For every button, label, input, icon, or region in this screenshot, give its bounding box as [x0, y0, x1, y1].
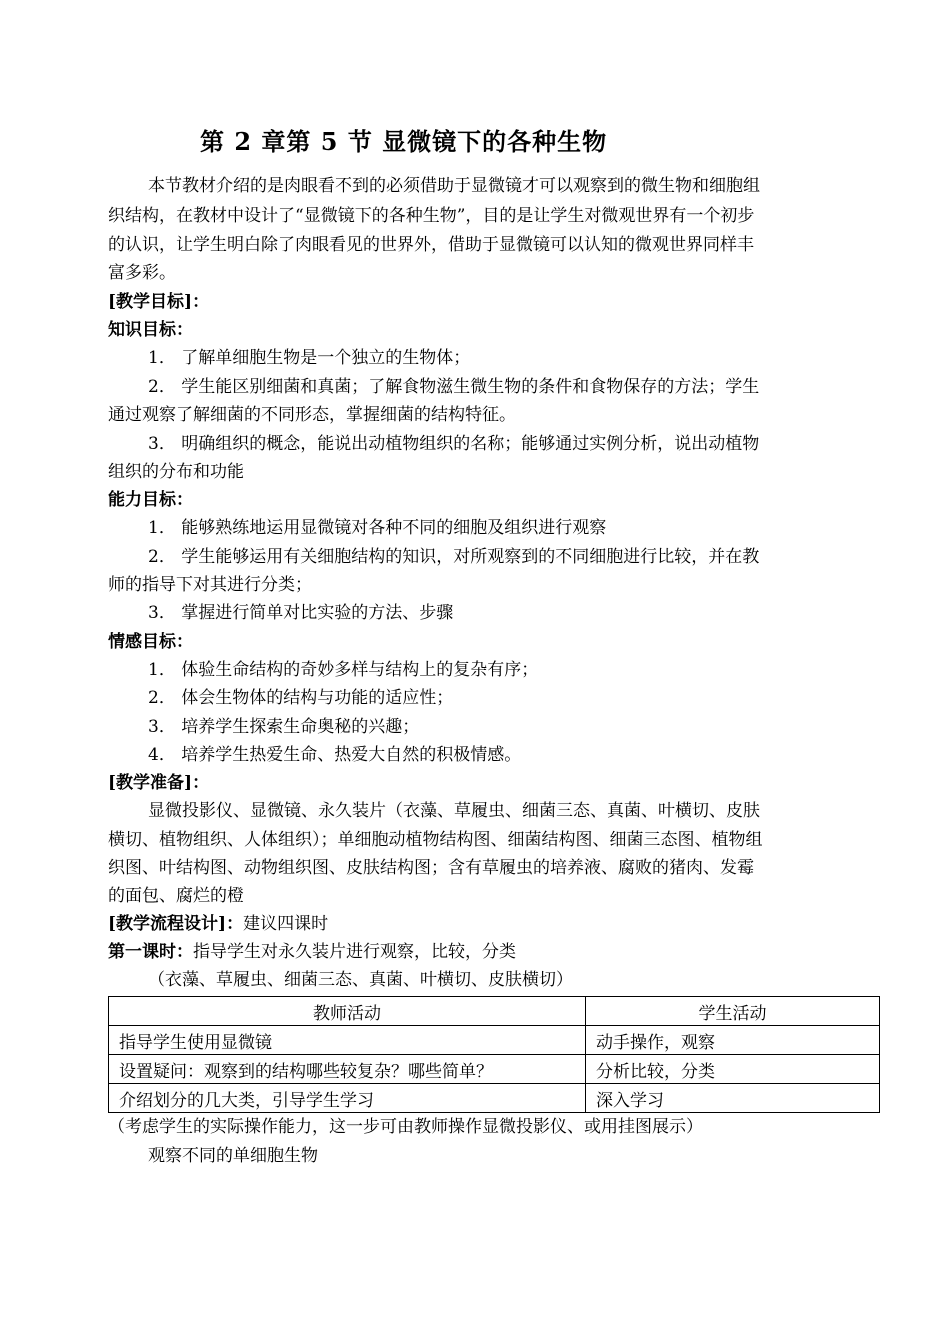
prep-line: 的面包、腐烂的橙 [108, 886, 244, 906]
teacher-cell: 设置疑问：观察到的结构哪些较复杂？哪些简单？ [109, 1055, 586, 1084]
table-note: （考虑学生的实际操作能力，这一步可由教师操作显微投影仪、或用挂图展示） [108, 1117, 703, 1137]
knowledge-line: 3． 明确组织的概念，能说出动植物组织的名称；能够通过实例分析，说出动植物 [148, 434, 760, 454]
emotion-line: 4． 培养学生热爱生命、热爱大自然的积极情感。 [148, 745, 522, 765]
ability-line: 3． 掌握进行简单对比实验的方法、步骤 [148, 603, 454, 623]
prep-line: 显微投影仪、显微镜、永久装片（衣藻、草履虫、细菌三态、真菌、叶横切、皮肤 [148, 801, 760, 821]
emotion-heading: 情感目标： [108, 632, 193, 652]
intro-line: 本节教材介绍的是肉眼看不到的必须借助于显微镜才可以观察到的微生物和细胞组 [148, 176, 760, 196]
lesson1-label: 第一课时： [108, 942, 193, 962]
observe-line: 观察不同的单细胞生物 [148, 1146, 318, 1166]
activity-table [108, 996, 880, 1113]
header-teacher: 教师活动 [109, 997, 586, 1026]
prep-line: 织图、叶结构图、动物组织图、皮肤结构图；含有草履虫的培养液、腐败的猪肉、发霉 [108, 858, 754, 878]
ability-line: 2． 学生能够运用有关细胞结构的知识，对所观察到的不同细胞进行比较，并在教 [148, 547, 760, 567]
intro-line: 富多彩。 [108, 263, 176, 283]
flow-heading-line [108, 914, 328, 934]
flow-heading: [教学流程设计]： [108, 914, 244, 934]
ability-line: 师的指导下对其进行分类； [108, 575, 312, 595]
student-cell: 分析比较，分类 [586, 1055, 880, 1084]
ability-line: 1． 能够熟练地运用显微镜对各种不同的细胞及组织进行观察 [148, 518, 607, 538]
emotion-line: 2． 体会生物体的结构与功能的适应性； [148, 688, 454, 708]
teacher-cell: 介绍划分的几大类，引导学生学习 [109, 1084, 586, 1113]
lesson1-sub: （衣藻、草履虫、细菌三态、真菌、叶横切、皮肤横切） [148, 970, 573, 990]
ability-heading: 能力目标： [108, 490, 193, 510]
flow-heading-note: 建议四课时 [243, 914, 329, 934]
intro-line: 的认识，让学生明白除了肉眼看见的世界外，借助于显微镜可以认知的微观世界同样丰 [108, 235, 754, 255]
student-cell: 深入学习 [586, 1084, 880, 1113]
lesson1-text: 指导学生对永久装片进行观察，比较，分类 [193, 942, 516, 962]
table-header-row [109, 997, 880, 1026]
header-student: 学生活动 [586, 997, 880, 1026]
lesson1-line [108, 942, 516, 962]
prep-heading: [教学准备]： [108, 773, 210, 793]
knowledge-line: 2． 学生能区别细菌和真菌；了解食物滋生微生物的条件和食物保存的方法；学生 [148, 377, 760, 397]
page-title: 第 2 章第 5 节 显微镜下的各种生物 [200, 127, 608, 156]
table-row [109, 1084, 880, 1113]
prep-line: 横切、植物组织、人体组织）；单细胞动植物结构图、细菌结构图、细菌三态图、植物组 [108, 830, 763, 850]
emotion-line: 1． 体验生命结构的奇妙多样与结构上的复杂有序； [148, 660, 539, 680]
table-row [109, 1055, 880, 1084]
student-cell: 动手操作，观察 [586, 1026, 880, 1055]
teacher-cell: 指导学生使用显微镜 [109, 1026, 586, 1055]
table-row [109, 1026, 880, 1055]
knowledge-line: 1． 了解单细胞生物是一个独立的生物体； [148, 348, 471, 368]
knowledge-line: 通过观察了解细菌的不同形态，掌握细菌的结构特征。 [108, 405, 516, 425]
intro-line: 织结构，在教材中设计了“显微镜下的各种生物”，目的是让学生对微观世界有一个初步 [108, 206, 755, 226]
knowledge-heading: 知识目标： [108, 320, 193, 340]
goals-heading: [教学目标]： [108, 292, 210, 312]
emotion-line: 3． 培养学生探索生命奥秘的兴趣； [148, 717, 420, 737]
knowledge-line: 组织的分布和功能 [108, 462, 244, 482]
